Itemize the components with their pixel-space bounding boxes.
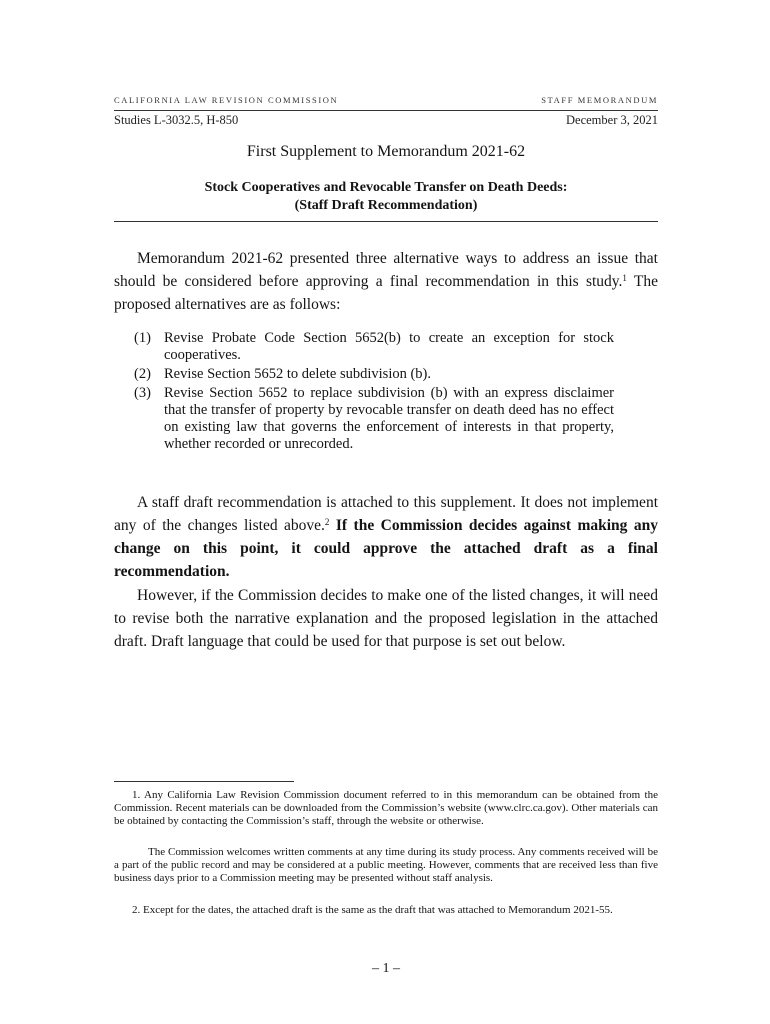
org-name: CALIFORNIA LAW REVISION COMMISSION [114, 95, 339, 105]
footnote-2: 2. Except for the dates, the attached draft is the same as the draft that was attached to Memorandum 2021-55. [132, 904, 613, 916]
footnote-1-continued: The Commission welcomes written comments at any time during its study process. Any comments received will be a part of the public record and may be considered at a public meeting. However, comments that are received less than five business days prior to a Commission meeting may be presented without staff analysis. [114, 846, 658, 885]
paragraph-2-text: A staff draft recommendation is attached to this supplement. It does not implement any of the changes listed above. [114, 494, 658, 534]
subtitle-line-1: Stock Cooperatives and Revocable Transfer on Death Deeds: [204, 180, 568, 195]
list-item-text: Revise Section 5652 to delete subdivision (b). [164, 366, 432, 382]
page-number: – 1 – [372, 961, 400, 976]
header-divider [114, 110, 658, 111]
paragraph-3: However, if the Commission decides to make one of the listed changes, it will need to revise both the narrative explanation and the proposed legislation in the attached draft. Draft language that could be used for that purpose is set out below. [114, 587, 658, 650]
page-subtitle [114, 179, 658, 215]
list-item-number: (2) [134, 366, 151, 382]
list-item-number: (3) [134, 385, 151, 401]
footnote-ref-2: 2 [324, 517, 330, 527]
header-top-row [114, 95, 658, 105]
paragraph-1-text: Memorandum 2021-62 presented three alternative ways to address an issue that should be considered before approving a final recommendation in this study. [114, 250, 658, 290]
footnote-1: 1. Any California Law Revision Commission document referred to in this memorandum can be obtained from the Commission. Recent materials can be downloaded from the Commission’s website (www.clrc.ca.gov). Other materials can be obtained by contacting the Commission’s staff, through the website or otherwise. [114, 789, 658, 828]
paragraph-1 [114, 247, 658, 316]
subtitle-line-2: (Staff Draft Recommendation) [294, 198, 478, 213]
list-item [134, 330, 614, 364]
list-item [134, 366, 614, 383]
title-divider [114, 221, 658, 222]
page-title: First Supplement to Memorandum 2021-62 [246, 143, 526, 160]
doc-type: STAFF MEMORANDUM [541, 95, 658, 105]
paragraph-2 [114, 491, 658, 583]
alternatives-list [134, 330, 614, 455]
header-meta-row [114, 113, 658, 128]
list-item-number: (1) [134, 330, 151, 346]
footnote-ref-1: 1 [622, 273, 627, 283]
paragraph-2-bold: If the Commission decides against making any change on this point, it could approve the attached draft as a final recommendation. [114, 517, 658, 580]
list-item [134, 385, 614, 453]
paragraph-1-tail: The proposed alternatives are as follows: [114, 273, 658, 313]
footnote-divider [114, 781, 294, 782]
list-item-text: Revise Probate Code Section 5652(b) to create an exception for stock cooperatives. [164, 330, 614, 363]
memo-date: December 3, 2021 [566, 113, 658, 127]
list-item-text: Revise Section 5652 to replace subdivision (b) with an express disclaimer that the transfer of property by revocable transfer on death deed has no effect on existing law that governs the enforcement of interests in that property, whether recorded or unrecorded. [164, 385, 614, 452]
studies-ref: Studies L-3032.5, H-850 [114, 113, 239, 127]
